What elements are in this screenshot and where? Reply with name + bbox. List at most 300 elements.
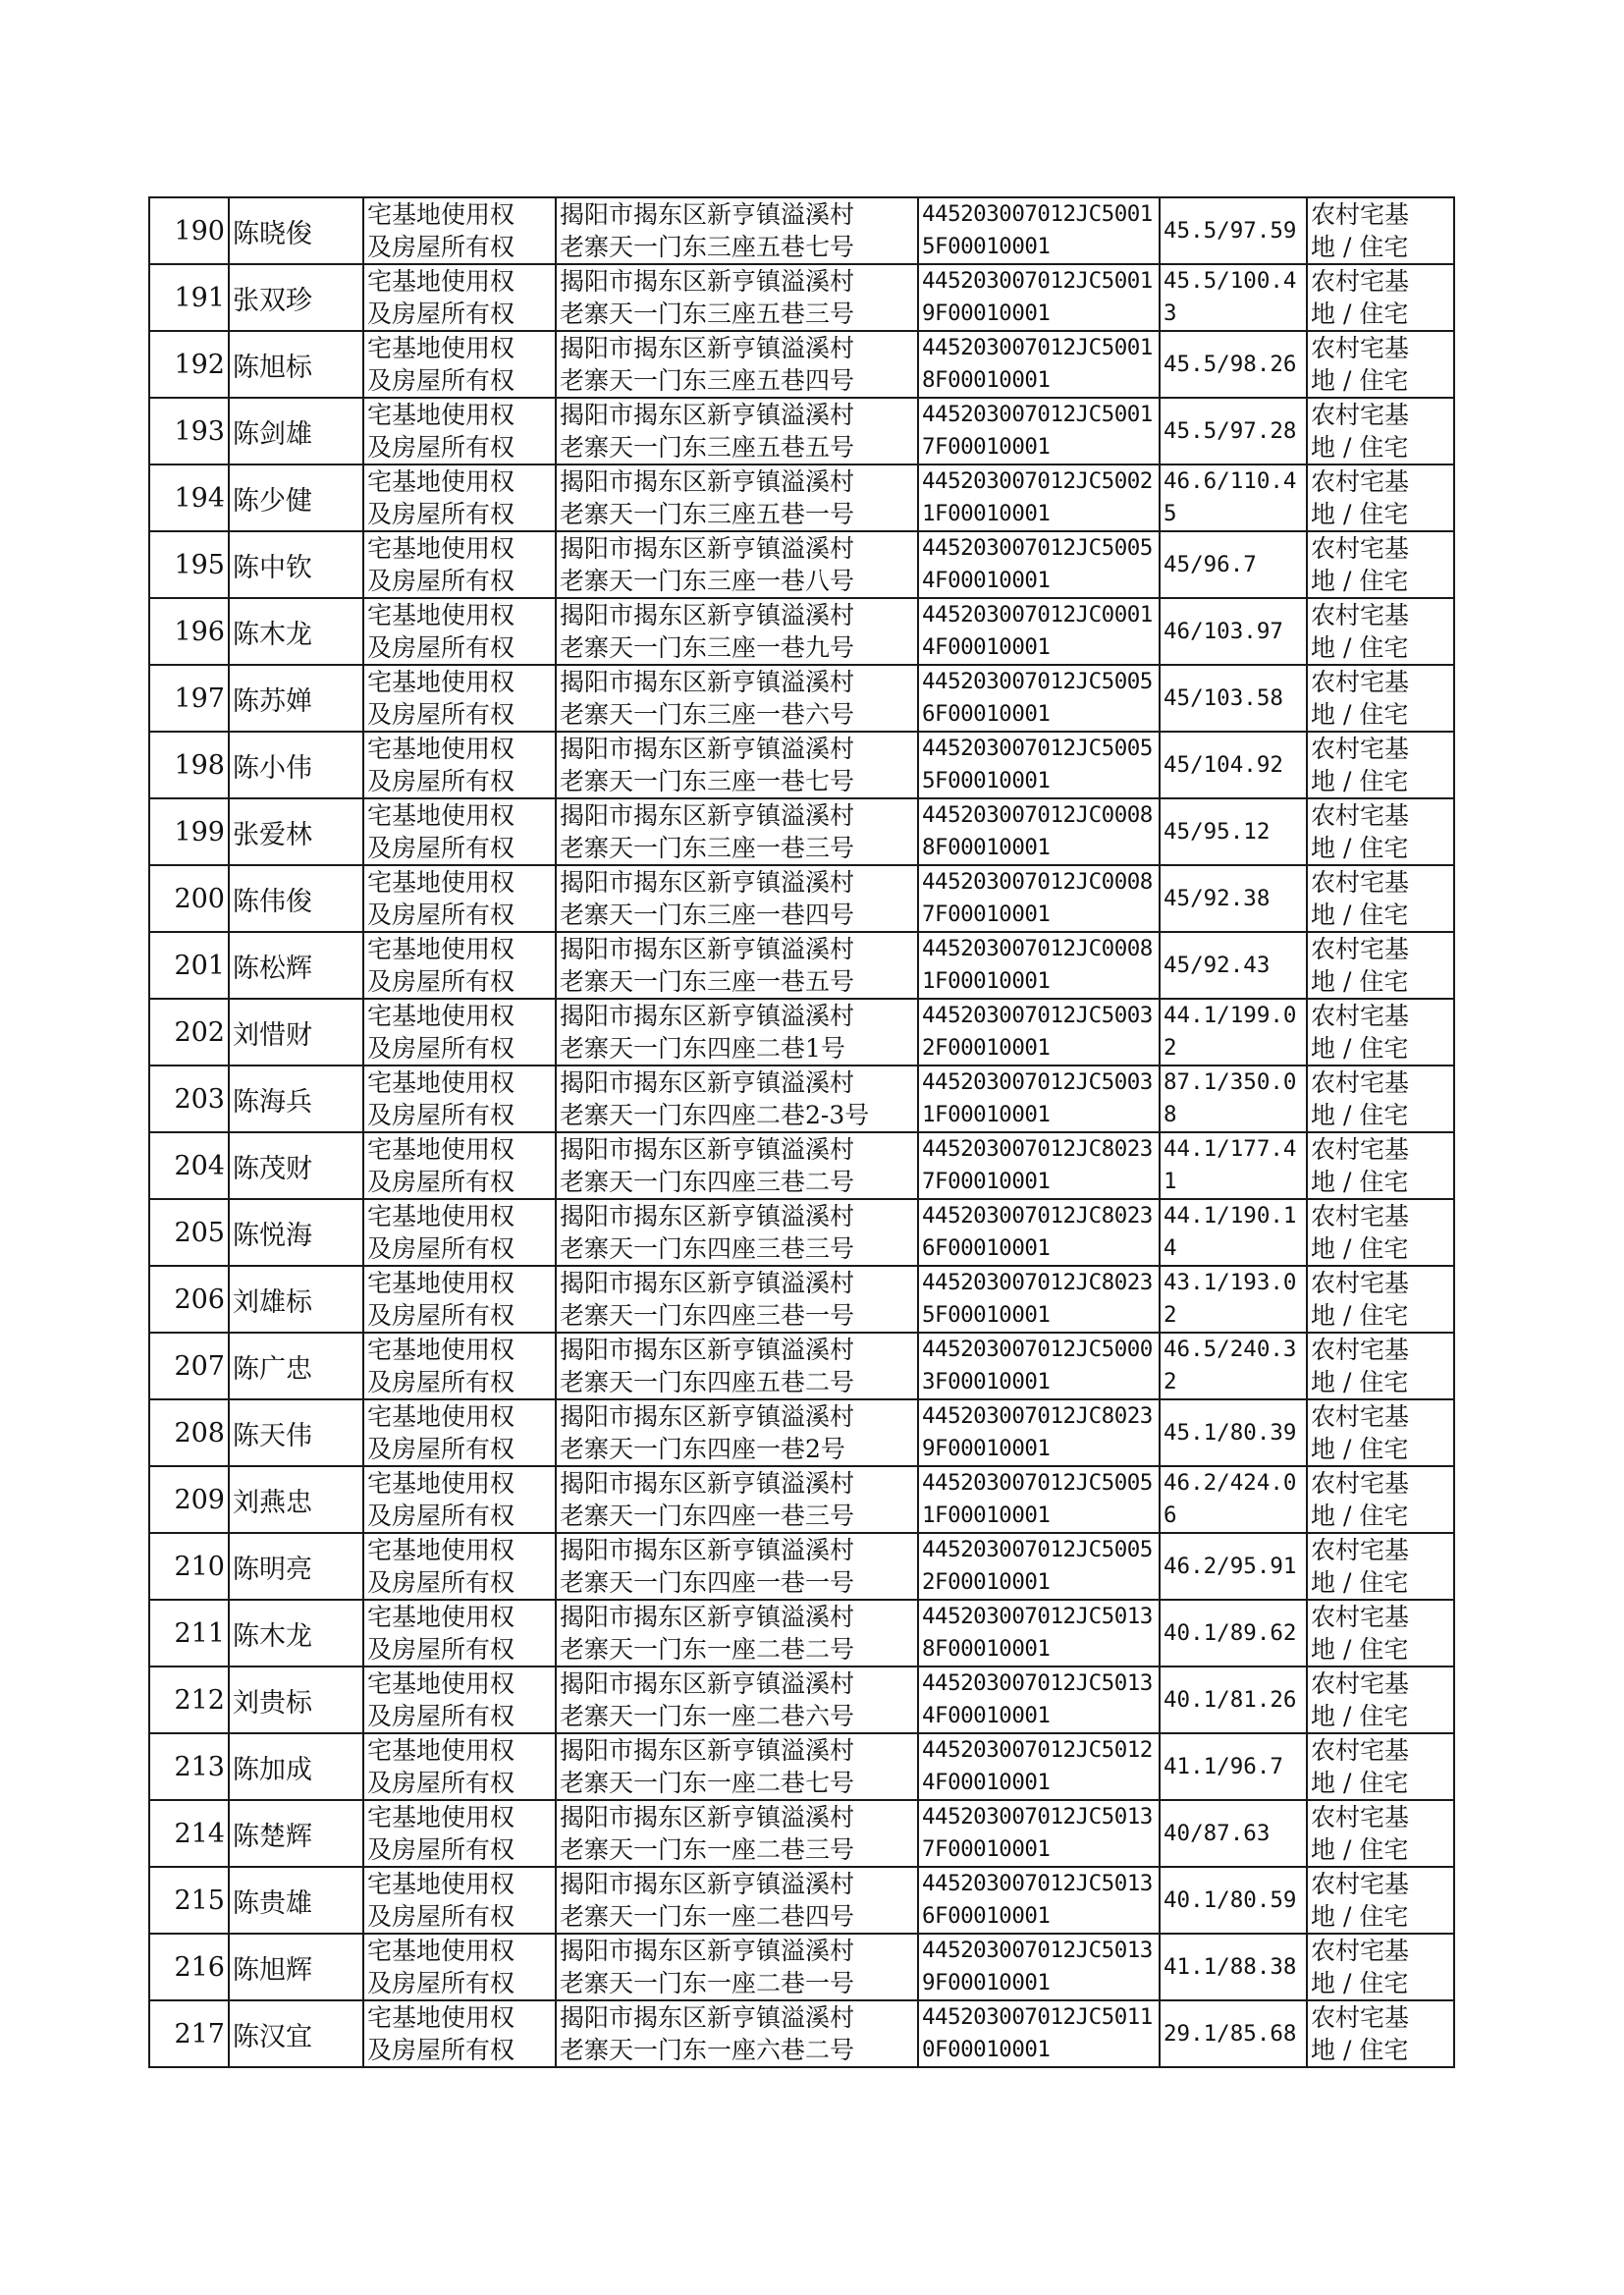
owner-name: 陈加成 xyxy=(229,1733,363,1800)
right-type-line2: 及房屋所有权 xyxy=(367,767,515,795)
address-line2: 老寨天一门东一座二巷七号 xyxy=(560,1769,855,1797)
row-number: 194 xyxy=(149,464,229,531)
right-type xyxy=(363,331,556,398)
address-line1: 揭阳市揭东区新亨镇溢溪村 xyxy=(560,1803,855,1831)
owner-name: 陈旭辉 xyxy=(229,1934,363,2000)
address-line1: 揭阳市揭东区新亨镇溢溪村 xyxy=(560,1336,855,1364)
land-use-line2: 地 / 住宅 xyxy=(1311,901,1409,929)
table-row xyxy=(149,398,1454,464)
area-values: 41.1/88.38 xyxy=(1160,1934,1307,2000)
right-type-line1: 宅基地使用权 xyxy=(367,1603,515,1631)
land-use-line2: 地 / 住宅 xyxy=(1311,1301,1409,1330)
land-use xyxy=(1307,1266,1454,1333)
property-unit-code: 445203007012JC50019F00010001 xyxy=(918,264,1160,331)
address-line1: 揭阳市揭东区新亨镇溢溪村 xyxy=(560,1469,855,1498)
address-line2: 老寨天一门东三座五巷五号 xyxy=(560,433,855,462)
row-number: 211 xyxy=(149,1600,229,1667)
right-type xyxy=(363,1199,556,1266)
right-type xyxy=(363,1733,556,1800)
land-use xyxy=(1307,1733,1454,1800)
table-row xyxy=(149,464,1454,531)
right-type xyxy=(363,1800,556,1867)
land-use xyxy=(1307,1399,1454,1466)
area-values: 40.1/81.26 xyxy=(1160,1667,1307,1733)
table-row xyxy=(149,1132,1454,1199)
owner-name: 陈晓俊 xyxy=(229,197,363,264)
property-address xyxy=(556,865,918,932)
right-type-line2: 及房屋所有权 xyxy=(367,1168,515,1196)
owner-name: 陈贵雄 xyxy=(229,1867,363,1934)
right-type xyxy=(363,999,556,1066)
row-number: 193 xyxy=(149,398,229,464)
owner-name: 陈汉宜 xyxy=(229,2000,363,2067)
address-line2: 老寨天一门东四座二巷2-3号 xyxy=(560,1101,870,1129)
owner-name: 张爱林 xyxy=(229,798,363,865)
right-type-line2: 及房屋所有权 xyxy=(367,1568,515,1597)
address-line1: 揭阳市揭东区新亨镇溢溪村 xyxy=(560,1603,855,1631)
address-line2: 老寨天一门东三座一巷四号 xyxy=(560,901,855,929)
property-unit-code: 445203007012JC50015F00010001 xyxy=(918,197,1160,264)
address-line2: 老寨天一门东三座一巷五号 xyxy=(560,967,855,996)
land-use-line2: 地 / 住宅 xyxy=(1311,233,1409,261)
table-row xyxy=(149,197,1454,264)
property-unit-code: 445203007012JC50032F00010001 xyxy=(918,999,1160,1066)
right-type-line1: 宅基地使用权 xyxy=(367,1536,515,1564)
right-type-line1: 宅基地使用权 xyxy=(367,1202,515,1230)
property-address xyxy=(556,1800,918,1867)
land-use-line2: 地 / 住宅 xyxy=(1311,433,1409,462)
property-address xyxy=(556,1934,918,2000)
row-number: 197 xyxy=(149,665,229,732)
property-address xyxy=(556,665,918,732)
address-line1: 揭阳市揭东区新亨镇溢溪村 xyxy=(560,1135,855,1164)
right-type xyxy=(363,1066,556,1132)
property-unit-code: 445203007012JC50031F00010001 xyxy=(918,1066,1160,1132)
right-type-line1: 宅基地使用权 xyxy=(367,1402,515,1431)
right-type-line2: 及房屋所有权 xyxy=(367,700,515,729)
owner-name: 陈楚辉 xyxy=(229,1800,363,1867)
row-number: 202 xyxy=(149,999,229,1066)
address-line1: 揭阳市揭东区新亨镇溢溪村 xyxy=(560,1202,855,1230)
right-type xyxy=(363,531,556,598)
right-type-line2: 及房屋所有权 xyxy=(367,1969,515,1997)
table-row xyxy=(149,2000,1454,2067)
land-use-line2: 地 / 住宅 xyxy=(1311,500,1409,528)
area-values: 45/96.7 xyxy=(1160,531,1307,598)
right-type-line1: 宅基地使用权 xyxy=(367,668,515,696)
right-type-line2: 及房屋所有权 xyxy=(367,901,515,929)
right-type xyxy=(363,932,556,999)
property-unit-code: 445203007012JC50052F00010001 xyxy=(918,1533,1160,1600)
row-number: 190 xyxy=(149,197,229,264)
row-number: 215 xyxy=(149,1867,229,1934)
row-number: 204 xyxy=(149,1132,229,1199)
land-use xyxy=(1307,2000,1454,2067)
address-line2: 老寨天一门东三座五巷七号 xyxy=(560,233,855,261)
land-use xyxy=(1307,398,1454,464)
area-values: 46.2/424.06 xyxy=(1160,1466,1307,1533)
land-use-line2: 地 / 住宅 xyxy=(1311,967,1409,996)
right-type-line1: 宅基地使用权 xyxy=(367,1669,515,1698)
land-use xyxy=(1307,798,1454,865)
right-type-line1: 宅基地使用权 xyxy=(367,601,515,629)
address-line2: 老寨天一门东三座五巷一号 xyxy=(560,500,855,528)
right-type xyxy=(363,1533,556,1600)
registration-table-body xyxy=(149,197,1454,2067)
right-type xyxy=(363,1934,556,2000)
land-use-line1: 农村宅基 xyxy=(1311,1336,1410,1364)
property-unit-code: 445203007012JC50110F00010001 xyxy=(918,2000,1160,2067)
table-row xyxy=(149,1667,1454,1733)
area-values: 45.5/100.43 xyxy=(1160,264,1307,331)
right-type xyxy=(363,1333,556,1399)
row-number: 212 xyxy=(149,1667,229,1733)
property-address xyxy=(556,2000,918,2067)
land-use-line2: 地 / 住宅 xyxy=(1311,1234,1409,1263)
area-values: 44.1/199.02 xyxy=(1160,999,1307,1066)
row-number: 192 xyxy=(149,331,229,398)
property-address xyxy=(556,598,918,665)
right-type-line1: 宅基地使用权 xyxy=(367,1803,515,1831)
property-address xyxy=(556,1600,918,1667)
property-unit-code: 445203007012JC00081F00010001 xyxy=(918,932,1160,999)
land-use xyxy=(1307,1466,1454,1533)
row-number: 210 xyxy=(149,1533,229,1600)
land-use-line2: 地 / 住宅 xyxy=(1311,1168,1409,1196)
owner-name: 陈悦海 xyxy=(229,1199,363,1266)
address-line2: 老寨天一门东三座五巷四号 xyxy=(560,366,855,395)
right-type-line1: 宅基地使用权 xyxy=(367,1336,515,1364)
row-number: 201 xyxy=(149,932,229,999)
right-type-line2: 及房屋所有权 xyxy=(367,633,515,662)
right-type-line2: 及房屋所有权 xyxy=(367,1902,515,1931)
land-use-line1: 农村宅基 xyxy=(1311,1937,1410,1965)
land-use-line1: 农村宅基 xyxy=(1311,267,1410,296)
right-type xyxy=(363,1867,556,1934)
right-type-line1: 宅基地使用权 xyxy=(367,1135,515,1164)
area-values: 45/92.43 xyxy=(1160,932,1307,999)
table-row xyxy=(149,1934,1454,2000)
row-number: 213 xyxy=(149,1733,229,1800)
land-use-line2: 地 / 住宅 xyxy=(1311,1568,1409,1597)
property-address xyxy=(556,1533,918,1600)
land-use-line1: 农村宅基 xyxy=(1311,801,1410,830)
property-address xyxy=(556,1466,918,1533)
address-line1: 揭阳市揭东区新亨镇溢溪村 xyxy=(560,1736,855,1765)
table-row xyxy=(149,331,1454,398)
property-unit-code: 445203007012JC80235F00010001 xyxy=(918,1266,1160,1333)
address-line2: 老寨天一门东四座五巷二号 xyxy=(560,1368,855,1396)
right-type-line1: 宅基地使用权 xyxy=(367,1870,515,1898)
land-use-line1: 农村宅基 xyxy=(1311,668,1410,696)
row-number: 209 xyxy=(149,1466,229,1533)
land-use xyxy=(1307,197,1454,264)
land-use-line1: 农村宅基 xyxy=(1311,334,1410,362)
property-unit-code: 445203007012JC50051F00010001 xyxy=(918,1466,1160,1533)
land-use xyxy=(1307,1533,1454,1600)
owner-name: 陈天伟 xyxy=(229,1399,363,1466)
land-use-line2: 地 / 住宅 xyxy=(1311,1101,1409,1129)
address-line2: 老寨天一门东一座二巷三号 xyxy=(560,1835,855,1864)
property-unit-code: 445203007012JC00014F00010001 xyxy=(918,598,1160,665)
owner-name: 陈剑雄 xyxy=(229,398,363,464)
address-line1: 揭阳市揭东区新亨镇溢溪村 xyxy=(560,1002,855,1030)
table-row xyxy=(149,732,1454,798)
right-type xyxy=(363,798,556,865)
land-use xyxy=(1307,1867,1454,1934)
address-line2: 老寨天一门东一座二巷二号 xyxy=(560,1635,855,1664)
row-number: 203 xyxy=(149,1066,229,1132)
right-type xyxy=(363,1667,556,1733)
property-address xyxy=(556,1867,918,1934)
right-type xyxy=(363,197,556,264)
property-address xyxy=(556,264,918,331)
property-address xyxy=(556,1066,918,1132)
property-unit-code: 445203007012JC80236F00010001 xyxy=(918,1199,1160,1266)
right-type-line1: 宅基地使用权 xyxy=(367,334,515,362)
land-use-line2: 地 / 住宅 xyxy=(1311,1502,1409,1530)
area-values: 45/95.12 xyxy=(1160,798,1307,865)
owner-name: 刘雄标 xyxy=(229,1266,363,1333)
land-use xyxy=(1307,1934,1454,2000)
table-row xyxy=(149,598,1454,665)
table-row xyxy=(149,1733,1454,1800)
right-type-line2: 及房屋所有权 xyxy=(367,500,515,528)
registration-table xyxy=(148,196,1455,2068)
property-unit-code: 445203007012JC50003F00010001 xyxy=(918,1333,1160,1399)
right-type-line2: 及房屋所有权 xyxy=(367,1502,515,1530)
address-line2: 老寨天一门东三座一巷三号 xyxy=(560,834,855,862)
property-address xyxy=(556,398,918,464)
row-number: 206 xyxy=(149,1266,229,1333)
row-number: 191 xyxy=(149,264,229,331)
right-type-line2: 及房屋所有权 xyxy=(367,1769,515,1797)
land-use-line1: 农村宅基 xyxy=(1311,467,1410,496)
address-line2: 老寨天一门东一座二巷四号 xyxy=(560,1902,855,1931)
property-unit-code: 445203007012JC50134F00010001 xyxy=(918,1667,1160,1733)
land-use-line1: 农村宅基 xyxy=(1311,735,1410,763)
property-unit-code: 445203007012JC50136F00010001 xyxy=(918,1867,1160,1934)
area-values: 46.5/240.32 xyxy=(1160,1333,1307,1399)
right-type-line1: 宅基地使用权 xyxy=(367,1736,515,1765)
right-type-line2: 及房屋所有权 xyxy=(367,1635,515,1664)
property-unit-code: 445203007012JC50017F00010001 xyxy=(918,398,1160,464)
table-row xyxy=(149,932,1454,999)
land-use-line1: 农村宅基 xyxy=(1311,1870,1410,1898)
owner-name: 陈旭标 xyxy=(229,331,363,398)
owner-name: 陈明亮 xyxy=(229,1533,363,1600)
land-use xyxy=(1307,598,1454,665)
area-values: 46/103.97 xyxy=(1160,598,1307,665)
property-address xyxy=(556,999,918,1066)
address-line2: 老寨天一门东三座一巷九号 xyxy=(560,633,855,662)
property-address xyxy=(556,1266,918,1333)
land-use-line1: 农村宅基 xyxy=(1311,1068,1410,1097)
address-line1: 揭阳市揭东区新亨镇溢溪村 xyxy=(560,200,855,229)
right-type xyxy=(363,464,556,531)
row-number: 196 xyxy=(149,598,229,665)
right-type xyxy=(363,2000,556,2067)
owner-name: 刘燕忠 xyxy=(229,1466,363,1533)
right-type-line1: 宅基地使用权 xyxy=(367,1469,515,1498)
property-address xyxy=(556,464,918,531)
land-use xyxy=(1307,665,1454,732)
land-use-line1: 农村宅基 xyxy=(1311,200,1410,229)
property-unit-code: 445203007012JC00087F00010001 xyxy=(918,865,1160,932)
right-type-line1: 宅基地使用权 xyxy=(367,1269,515,1297)
right-type xyxy=(363,732,556,798)
table-row xyxy=(149,1800,1454,1867)
row-number: 200 xyxy=(149,865,229,932)
right-type-line2: 及房屋所有权 xyxy=(367,1835,515,1864)
property-unit-code: 445203007012JC00088F00010001 xyxy=(918,798,1160,865)
right-type xyxy=(363,1132,556,1199)
area-values: 46.6/110.45 xyxy=(1160,464,1307,531)
property-address xyxy=(556,1733,918,1800)
land-use-line2: 地 / 住宅 xyxy=(1311,834,1409,862)
right-type-line1: 宅基地使用权 xyxy=(367,267,515,296)
land-use-line2: 地 / 住宅 xyxy=(1311,1702,1409,1730)
address-line1: 揭阳市揭东区新亨镇溢溪村 xyxy=(560,1536,855,1564)
land-use-line2: 地 / 住宅 xyxy=(1311,1368,1409,1396)
right-type-line2: 及房屋所有权 xyxy=(367,366,515,395)
address-line1: 揭阳市揭东区新亨镇溢溪村 xyxy=(560,935,855,963)
land-use-line2: 地 / 住宅 xyxy=(1311,366,1409,395)
right-type-line1: 宅基地使用权 xyxy=(367,801,515,830)
owner-name: 陈广忠 xyxy=(229,1333,363,1399)
address-line1: 揭阳市揭东区新亨镇溢溪村 xyxy=(560,1870,855,1898)
table-row xyxy=(149,1333,1454,1399)
property-unit-code: 445203007012JC50021F00010001 xyxy=(918,464,1160,531)
right-type-line2: 及房屋所有权 xyxy=(367,834,515,862)
land-use-line1: 农村宅基 xyxy=(1311,1135,1410,1164)
land-use xyxy=(1307,932,1454,999)
land-use-line2: 地 / 住宅 xyxy=(1311,567,1409,595)
land-use xyxy=(1307,264,1454,331)
address-line2: 老寨天一门东三座一巷八号 xyxy=(560,567,855,595)
land-use-line1: 农村宅基 xyxy=(1311,1402,1410,1431)
right-type xyxy=(363,1266,556,1333)
address-line2: 老寨天一门东四座一巷一号 xyxy=(560,1568,855,1597)
owner-name: 刘贵标 xyxy=(229,1667,363,1733)
property-address xyxy=(556,798,918,865)
land-use-line2: 地 / 住宅 xyxy=(1311,1435,1409,1463)
table-row xyxy=(149,798,1454,865)
land-use-line1: 农村宅基 xyxy=(1311,935,1410,963)
land-use-line1: 农村宅基 xyxy=(1311,1469,1410,1498)
right-type xyxy=(363,1600,556,1667)
area-values: 45/92.38 xyxy=(1160,865,1307,932)
row-number: 195 xyxy=(149,531,229,598)
owner-name: 陈木龙 xyxy=(229,598,363,665)
land-use-line2: 地 / 住宅 xyxy=(1311,633,1409,662)
right-type-line1: 宅基地使用权 xyxy=(367,935,515,963)
land-use xyxy=(1307,865,1454,932)
owner-name: 陈海兵 xyxy=(229,1066,363,1132)
right-type-line2: 及房屋所有权 xyxy=(367,567,515,595)
address-line1: 揭阳市揭东区新亨镇溢溪村 xyxy=(560,868,855,897)
land-use-line1: 农村宅基 xyxy=(1311,2003,1410,2032)
property-unit-code: 445203007012JC50056F00010001 xyxy=(918,665,1160,732)
area-values: 44.1/177.41 xyxy=(1160,1132,1307,1199)
table-row xyxy=(149,999,1454,1066)
land-use-line1: 农村宅基 xyxy=(1311,534,1410,563)
property-unit-code: 445203007012JC80239F00010001 xyxy=(918,1399,1160,1466)
owner-name: 陈小伟 xyxy=(229,732,363,798)
address-line2: 老寨天一门东三座一巷六号 xyxy=(560,700,855,729)
address-line1: 揭阳市揭东区新亨镇溢溪村 xyxy=(560,534,855,563)
property-address xyxy=(556,932,918,999)
land-use-line1: 农村宅基 xyxy=(1311,1202,1410,1230)
area-values: 45/103.58 xyxy=(1160,665,1307,732)
address-line1: 揭阳市揭东区新亨镇溢溪村 xyxy=(560,401,855,429)
owner-name: 陈木龙 xyxy=(229,1600,363,1667)
land-use-line2: 地 / 住宅 xyxy=(1311,1902,1409,1931)
land-use-line1: 农村宅基 xyxy=(1311,1269,1410,1297)
owner-name: 陈苏婵 xyxy=(229,665,363,732)
property-unit-code: 445203007012JC80237F00010001 xyxy=(918,1132,1160,1199)
right-type-line2: 及房屋所有权 xyxy=(367,433,515,462)
area-values: 43.1/193.02 xyxy=(1160,1266,1307,1333)
land-use-line2: 地 / 住宅 xyxy=(1311,767,1409,795)
land-use xyxy=(1307,1132,1454,1199)
land-use-line1: 农村宅基 xyxy=(1311,601,1410,629)
owner-name: 刘惜财 xyxy=(229,999,363,1066)
right-type-line1: 宅基地使用权 xyxy=(367,868,515,897)
owner-name: 陈中钦 xyxy=(229,531,363,598)
property-unit-code: 445203007012JC50124F00010001 xyxy=(918,1733,1160,1800)
right-type-line2: 及房屋所有权 xyxy=(367,967,515,996)
land-use xyxy=(1307,1066,1454,1132)
property-address xyxy=(556,1333,918,1399)
right-type-line1: 宅基地使用权 xyxy=(367,735,515,763)
table-row xyxy=(149,1533,1454,1600)
row-number: 208 xyxy=(149,1399,229,1466)
right-type-line2: 及房屋所有权 xyxy=(367,1435,515,1463)
land-use xyxy=(1307,1800,1454,1867)
property-address xyxy=(556,531,918,598)
owner-name: 陈少健 xyxy=(229,464,363,531)
right-type xyxy=(363,865,556,932)
land-use-line1: 农村宅基 xyxy=(1311,401,1410,429)
right-type-line2: 及房屋所有权 xyxy=(367,1101,515,1129)
address-line1: 揭阳市揭东区新亨镇溢溪村 xyxy=(560,601,855,629)
address-line2: 老寨天一门东一座六巷二号 xyxy=(560,2036,855,2064)
land-use xyxy=(1307,732,1454,798)
land-use xyxy=(1307,1600,1454,1667)
land-use xyxy=(1307,1333,1454,1399)
land-use-line2: 地 / 住宅 xyxy=(1311,2036,1409,2064)
property-address xyxy=(556,1667,918,1733)
land-use-line2: 地 / 住宅 xyxy=(1311,300,1409,328)
address-line1: 揭阳市揭东区新亨镇溢溪村 xyxy=(560,1937,855,1965)
row-number: 217 xyxy=(149,2000,229,2067)
property-address xyxy=(556,1132,918,1199)
area-values: 45/104.92 xyxy=(1160,732,1307,798)
property-unit-code: 445203007012JC50137F00010001 xyxy=(918,1800,1160,1867)
table-row xyxy=(149,1199,1454,1266)
address-line2: 老寨天一门东四座一巷2号 xyxy=(560,1435,845,1463)
area-values: 45.5/98.26 xyxy=(1160,331,1307,398)
right-type-line2: 及房屋所有权 xyxy=(367,1034,515,1063)
address-line1: 揭阳市揭东区新亨镇溢溪村 xyxy=(560,801,855,830)
land-use-line2: 地 / 住宅 xyxy=(1311,1835,1409,1864)
right-type-line2: 及房屋所有权 xyxy=(367,1234,515,1263)
land-use-line1: 农村宅基 xyxy=(1311,868,1410,897)
land-use-line1: 农村宅基 xyxy=(1311,1536,1410,1564)
area-values: 45.5/97.59 xyxy=(1160,197,1307,264)
property-address xyxy=(556,331,918,398)
